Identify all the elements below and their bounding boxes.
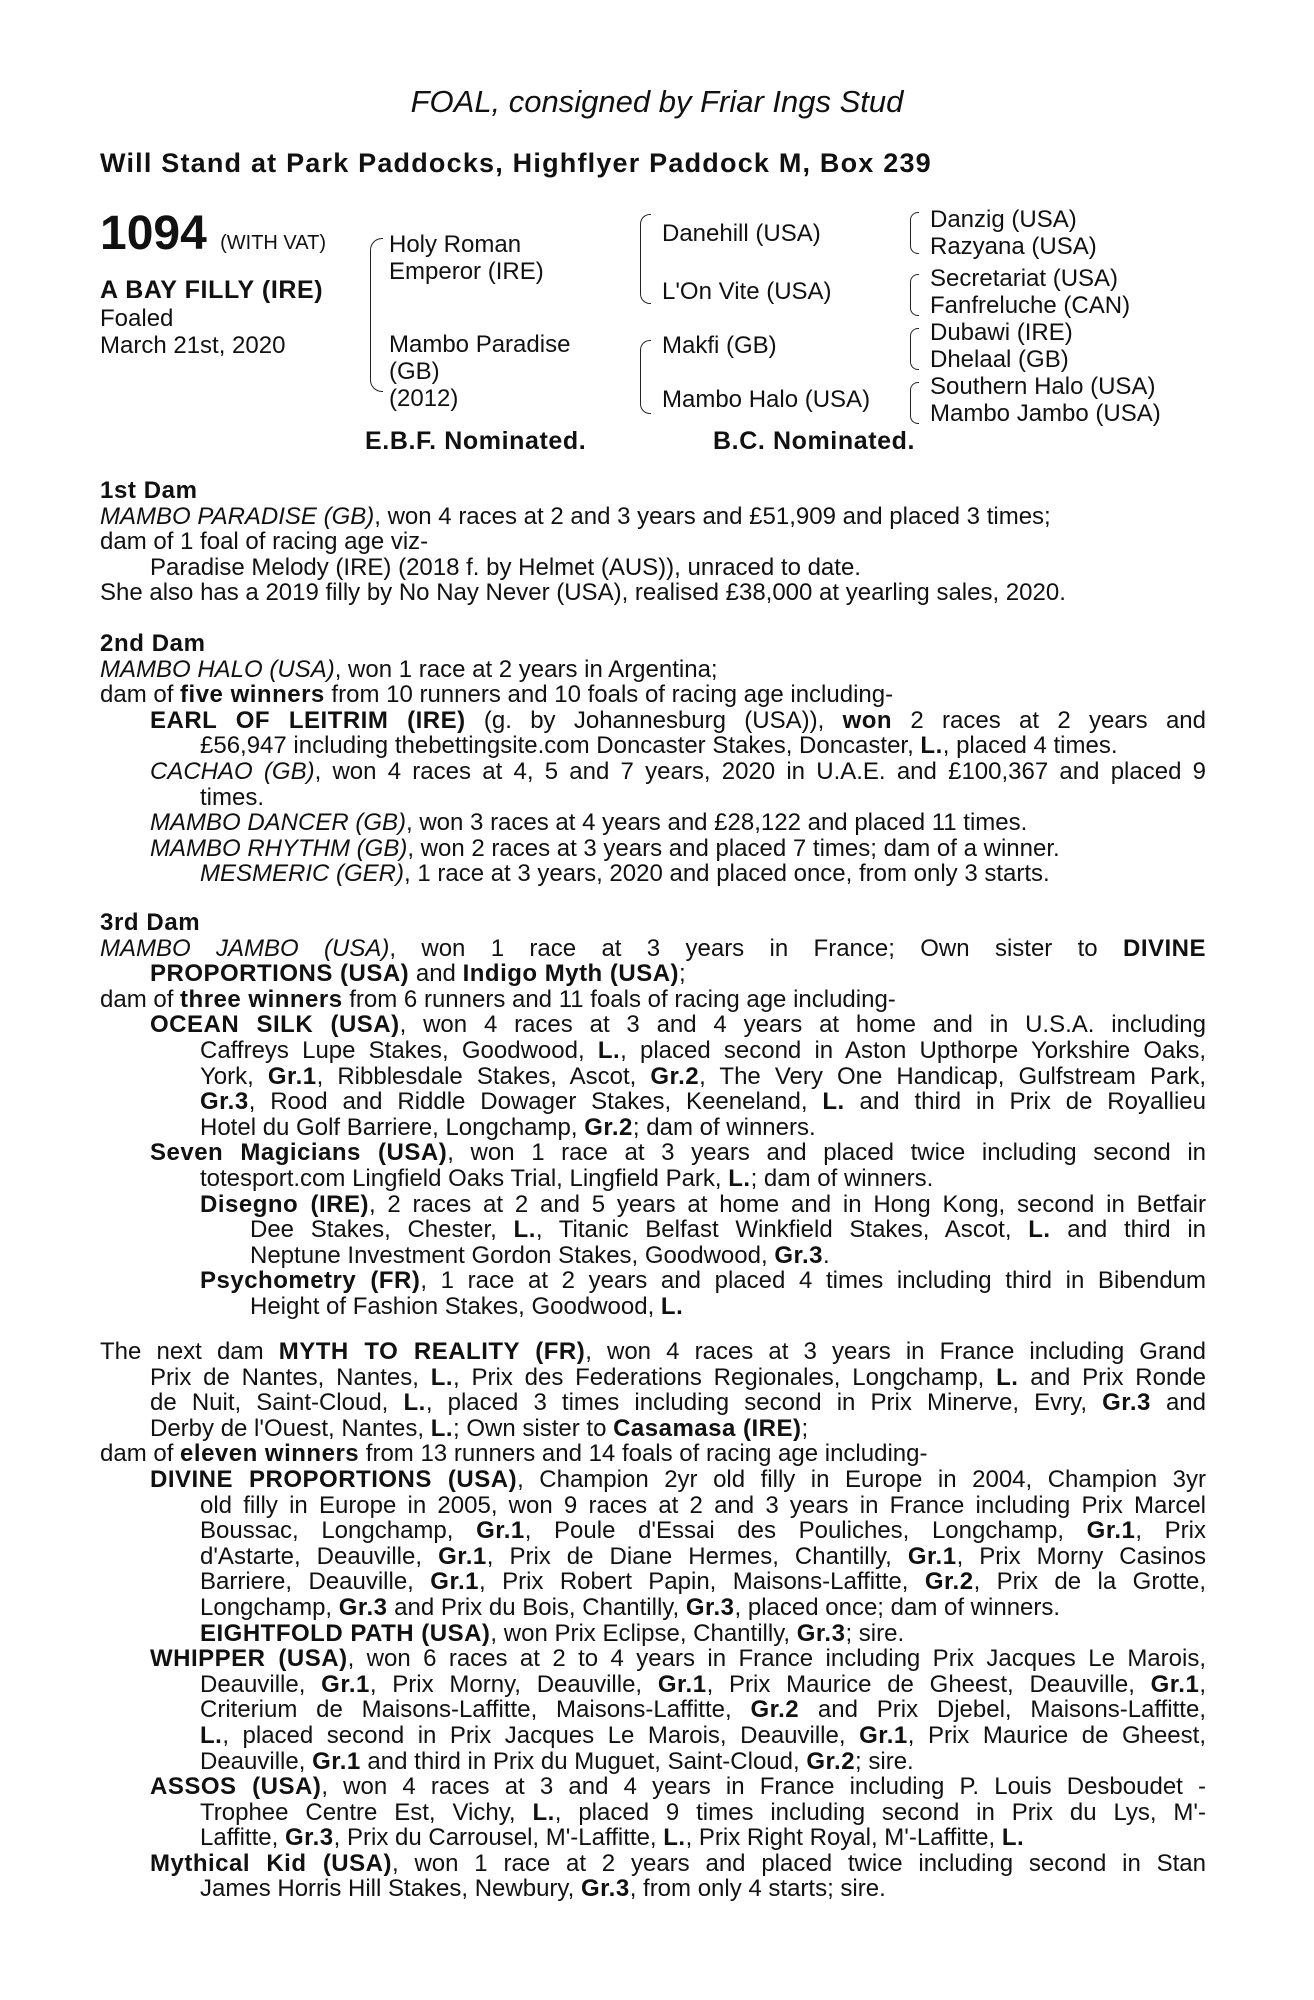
dam-line: dam of three winners from 6 runners and 11 foals of racing age including-	[100, 985, 896, 1013]
dam-sire: Makfi (GB)	[662, 332, 777, 359]
ancestor-8: Mambo Jambo (USA)	[930, 400, 1161, 427]
ancestor-1: Danzig (USA)	[930, 206, 1077, 233]
vat-label: (WITH VAT)	[220, 232, 327, 254]
page-title: FOAL, consigned by Friar Ings Stud	[410, 84, 904, 119]
dam-line: totesport.com Lingfield Oaks Trial, Lingfield Park, L.; dam of winners.	[200, 1164, 934, 1192]
sire-line-2: Emperor (IRE)	[389, 258, 544, 285]
dam-line: Criterium de Maisons-Laffitte, Maisons-Laffitte, Gr.2 and Prix Djebel, Maisons-Laffitte,	[200, 1696, 1206, 1724]
dam-line: times.	[200, 783, 265, 811]
dam-line-1: Mambo Paradise	[389, 331, 571, 358]
section-heading: 3rd Dam	[100, 909, 201, 936]
ancestor-3: Secretariat (USA)	[930, 265, 1119, 292]
dam-line: Derby de l'Ouest, Nantes, L.; Own sister to Casamasa (IRE);	[150, 1414, 809, 1442]
dam-line: PROPORTIONS (USA) and Indigo Myth (USA);	[150, 960, 686, 988]
dam-line: Caffreys Lupe Stakes, Goodwood, L., placed second in Aston Upthorpe Yorkshire Oaks,	[200, 1036, 1207, 1064]
dam-line: The next dam MYTH TO REALITY (FR), won 4 races at 3 years in France including Grand	[100, 1338, 1206, 1365]
dam-line: Prix de Nantes, Nantes, L., Prix des Federations Regionales, Longchamp, L. and Prix Ronde	[150, 1363, 1206, 1391]
dam-line: CACHAO (GB), won 4 races at 4, 5 and 7 years, 2020 in U.A.E. and £100,367 and placed 9	[150, 757, 1207, 785]
dam-line: dam of five winners from 10 runners and 10 foals of racing age including-	[100, 681, 894, 709]
ebf-nominated: E.B.F. Nominated.	[365, 427, 587, 455]
dam-line: Longchamp, Gr.3 and Prix du Bois, Chantilly, Gr.3, placed once; dam of winners.	[200, 1593, 1061, 1621]
lot-number: 1094 (WITH VAT)	[100, 207, 327, 260]
dam-line: James Horris Hill Stakes, Newbury, Gr.3, from only 4 starts; sire.	[200, 1875, 886, 1903]
bc-nominated: B.C. Nominated.	[713, 427, 916, 455]
dam-line: Laffitte, Gr.3, Prix du Carrousel, M'-Laffitte, L., Prix Right Royal, M'-Laffitte, L.	[200, 1824, 1025, 1852]
first-dam-section	[100, 478, 1206, 606]
dam-line: Seven Magicians (USA), won 1 race at 3 years and placed twice including second in	[150, 1139, 1206, 1167]
dam-line: Neptune Investment Gordon Stakes, Goodwood, Gr.3.	[250, 1241, 830, 1269]
dam-line: MAMBO HALO (USA), won 1 race at 2 years in Argentina;	[100, 655, 718, 683]
dam-line: MESMERIC (GER), 1 race at 3 years, 2020 and placed once, from only 3 starts.	[200, 860, 1050, 888]
dam-line: OCEAN SILK (USA), won 4 races at 3 and 4 years at home and in U.S.A. including	[150, 1011, 1206, 1039]
ancestor-7: Southern Halo (USA)	[930, 373, 1156, 400]
dam-line: Dee Stakes, Chester, L., Titanic Belfast Winkfield Stakes, Ascot, L. and third in	[250, 1216, 1206, 1244]
ancestor-5: Dubawi (IRE)	[930, 319, 1073, 346]
dam-line: Deauville, Gr.1 and third in Prix du Muguet, Saint-Cloud, Gr.2; sire.	[200, 1747, 914, 1775]
dam-line: Disegno (IRE), 2 races at 2 and 5 years at home and in Hong Kong, second in Betfair	[200, 1190, 1206, 1218]
dam-line: MAMBO DANCER (GB), won 3 races at 4 years and £28,122 and placed 11 times.	[150, 809, 1028, 837]
sire-line-1: Holy Roman	[389, 231, 522, 258]
dam-line: de Nuit, Saint-Cloud, L., placed 3 times including second in Prix Minerve, Evry, Gr.3 and	[150, 1389, 1207, 1417]
dam-line: Trophee Centre Est, Vichy, L., placed 9 times including second in Prix du Lys, M'-	[200, 1798, 1206, 1826]
dam-line: MAMBO JAMBO (USA), won 1 race at 3 years in France; Own sister to DIVINE	[100, 934, 1206, 962]
sire-dam: L'On Vite (USA)	[662, 278, 832, 305]
dam-line: Height of Fashion Stakes, Goodwood, L.	[250, 1292, 684, 1320]
ancestor-6: Dhelaal (GB)	[930, 346, 1069, 373]
dam-line: Boussac, Longchamp, Gr.1, Poule d'Essai des Pouliches, Longchamp, Gr.1, Prix	[200, 1517, 1206, 1545]
dam-line: Barriere, Deauville, Gr.1, Prix Robert Papin, Maisons-Laffitte, Gr.2, Prix de la Grotte,	[200, 1568, 1207, 1596]
foaled-label: Foaled	[100, 305, 174, 332]
dam-line-2: (GB)	[389, 358, 440, 385]
foaled-date: March 21st, 2020	[100, 332, 286, 359]
dam-line-3: (2012)	[389, 385, 459, 412]
third-dam-section	[100, 910, 1206, 1320]
stand-location: Will Stand at Park Paddocks, Highflyer Paddock M, Box 239	[100, 148, 932, 178]
dam-line: Paradise Melody (IRE) (2018 f. by Helmet (AUS)), unraced to date.	[150, 553, 861, 581]
dam-line: MAMBO RHYTHM (GB), won 2 races at 3 years and placed 7 times; dam of a winner.	[150, 834, 1060, 862]
dam-line: ASSOS (USA), won 4 races at 3 and 4 years in France including P. Louis Desboudet -	[150, 1773, 1206, 1801]
dam-line: Hotel du Golf Barriere, Longchamp, Gr.2; dam of winners.	[200, 1113, 816, 1141]
dam-line: MAMBO PARADISE (GB), won 4 races at 2 and 3 years and £51,909 and placed 3 times;	[100, 502, 1051, 530]
dam-line: £56,947 including thebettingsite.com Doncaster Stakes, Doncaster, L., placed 4 times.	[200, 732, 1118, 760]
section-heading: 1st Dam	[100, 477, 198, 504]
dam-line: She also has a 2019 filly by No Nay Never (USA), realised £38,000 at yearling sales, 2020.	[100, 579, 1066, 607]
dam-dam: Mambo Halo (USA)	[662, 386, 871, 413]
dam-line: d'Astarte, Deauville, Gr.1, Prix de Diane Hermes, Chantilly, Gr.1, Prix Morny Casinos	[200, 1542, 1207, 1570]
dam-line: EIGHTFOLD PATH (USA), won Prix Eclipse, Chantilly, Gr.3; sire.	[200, 1619, 905, 1647]
dam-line: DIVINE PROPORTIONS (USA), Champion 2yr old filly in Europe in 2004, Champion 3yr	[150, 1465, 1206, 1493]
dam-line: WHIPPER (USA), won 6 races at 2 to 4 years in France including Prix Jacques Le Marois,	[150, 1645, 1206, 1673]
sire-sire: Danehill (USA)	[662, 220, 821, 247]
next-dam-section	[100, 1339, 1206, 1902]
dam-line: dam of 1 foal of racing age viz-	[100, 528, 429, 556]
dam-line: Mythical Kid (USA), won 1 race at 2 years and placed twice including second in Stan	[150, 1849, 1206, 1877]
dam-line: York, Gr.1, Ribblesdale Stakes, Ascot, Gr.2, The Very One Handicap, Gulfstream Park,	[200, 1062, 1206, 1090]
dam-line: Gr.3, Rood and Riddle Dowager Stakes, Keeneland, L. and third in Prix de Royallieu	[200, 1088, 1207, 1116]
dam-line: EARL OF LEITRIM (IRE) (g. by Johannesburg (USA)), won 2 races at 2 years and	[150, 706, 1206, 734]
dam-line: Psychometry (FR), 1 race at 2 years and placed 4 times including third in Bibendum	[200, 1267, 1207, 1295]
dam-line: Deauville, Gr.1, Prix Morny, Deauville, Gr.1, Prix Maurice de Gheest, Deauville, Gr.1,	[200, 1670, 1206, 1698]
section-heading: 2nd Dam	[100, 630, 206, 657]
dam-line: dam of eleven winners from 13 runners and 14 foals of racing age including-	[100, 1440, 928, 1468]
dam-line: L., placed second in Prix Jacques Le Marois, Deauville, Gr.1, Prix Maurice de Gheest,	[200, 1721, 1206, 1749]
ancestor-2: Razyana (USA)	[930, 233, 1097, 260]
ancestor-4: Fanfreluche (CAN)	[930, 292, 1131, 319]
dam-line: old filly in Europe in 2005, won 9 races at 2 and 3 years in France including Prix Marcel	[200, 1491, 1206, 1519]
horse-name: A BAY FILLY (IRE)	[100, 276, 324, 304]
second-dam-section	[100, 631, 1206, 887]
